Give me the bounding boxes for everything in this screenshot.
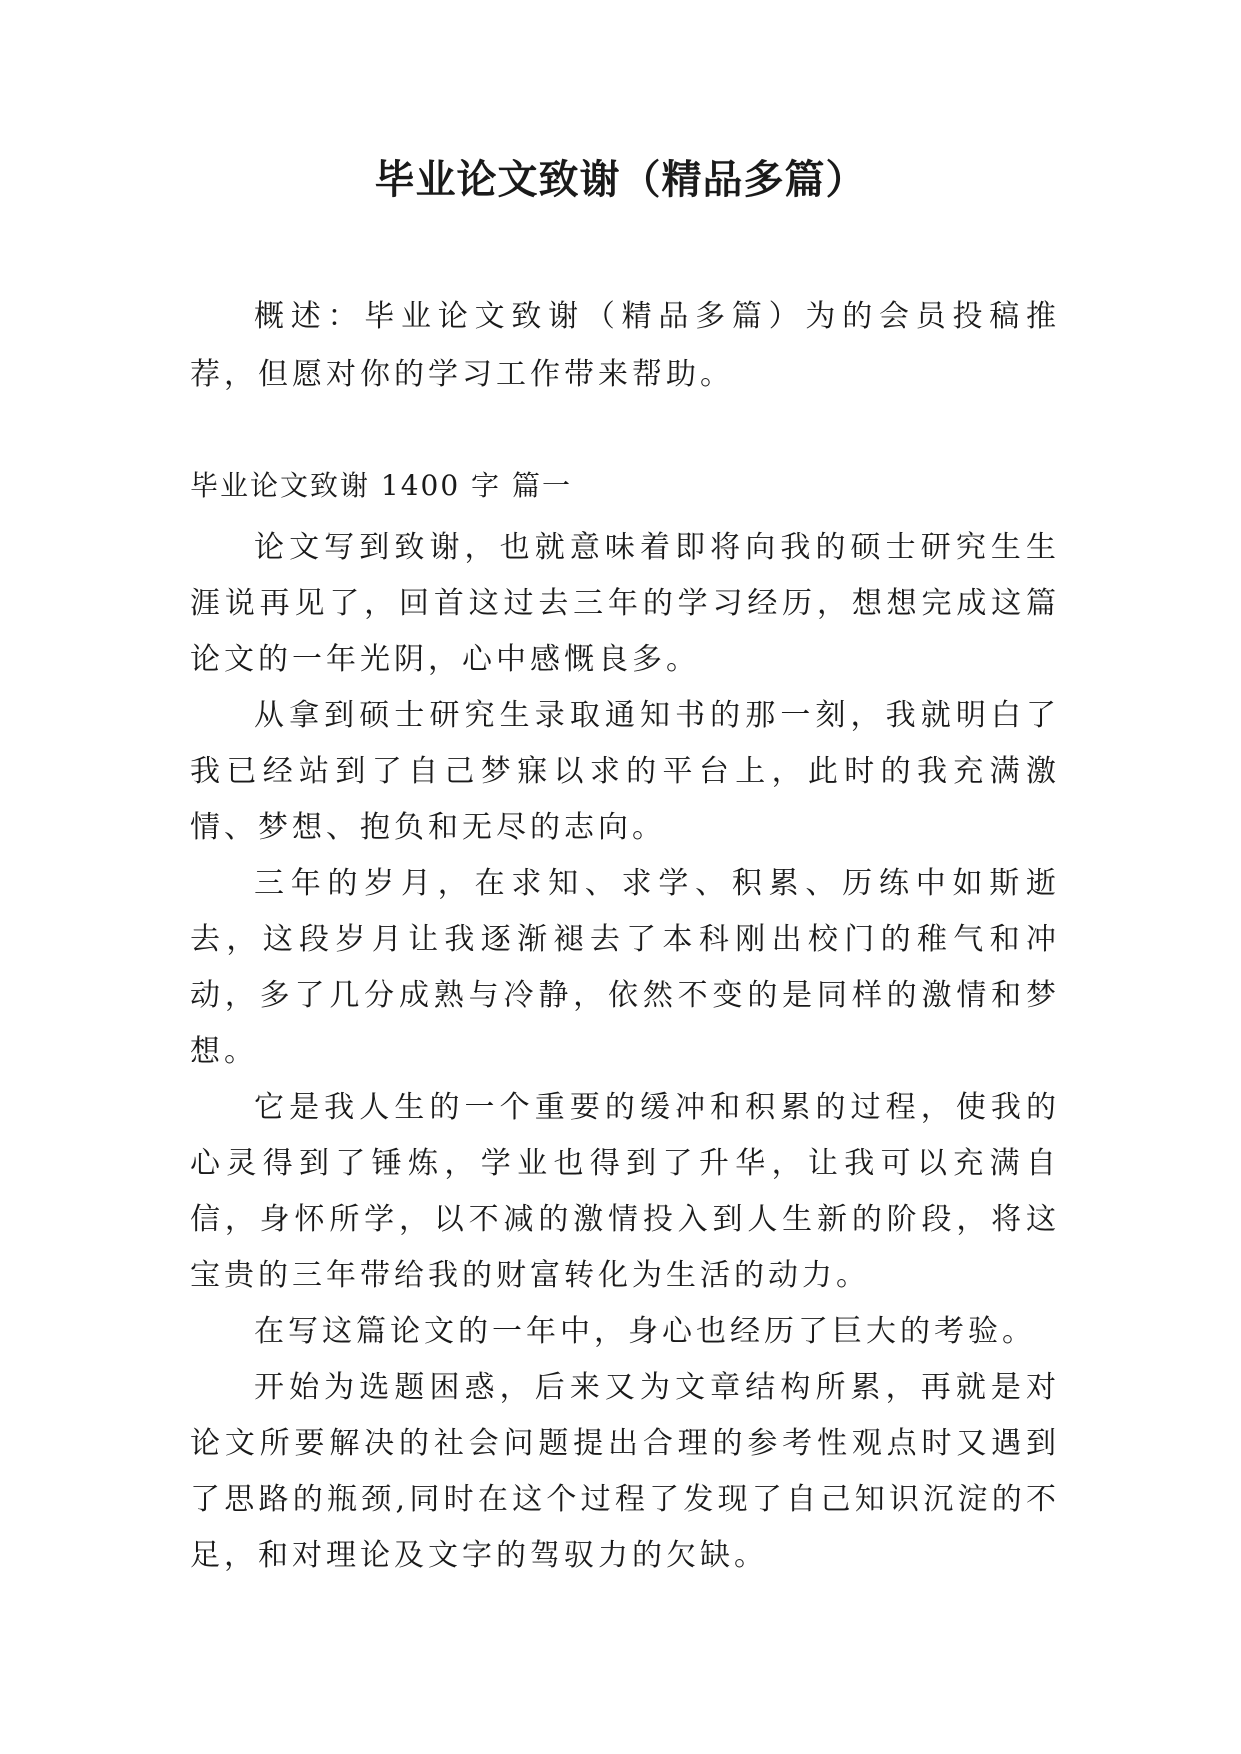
section-heading: 毕业论文致谢 1400 字 篇一 bbox=[190, 469, 572, 502]
body-paragraph: 在写这篇论文的一年中，身心也经历了巨大的考验。 bbox=[254, 1314, 1036, 1349]
body-paragraph: 三年的岁月，在求知、求学、积累、历练中如斯逝去，这段岁月让我逐渐褪去了本科刚出校门的稚气和冲动，多了几分成熟与冷静，依然不变的是同样的激情和梦想。 bbox=[190, 866, 1060, 1069]
document-title: 毕业论文致谢（精品多篇） bbox=[374, 157, 867, 203]
body-paragraph: 它是我人生的一个重要的缓冲和积累的过程，使我的心灵得到了锤炼，学业也得到了升华，让我可以充满自信，身怀所学，以不减的激情投入到人生新的阶段，将这宝贵的三年带给我的财富转化为生活的动力。 bbox=[190, 1090, 1060, 1293]
body-paragraph: 论文写到致谢，也就意味着即将向我的硕士研究生生涯说再见了，回首这过去三年的学习经历，想想完成这篇论文的一年光阴，心中感慨良多。 bbox=[190, 530, 1060, 677]
body-paragraph: 开始为选题困惑，后来又为文章结构所累，再就是对论文所要解决的社会问题提出合理的参考性观点时又遇到了思路的瓶颈,同时在这个过程了发现了自己知识沉淀的不足，和对理论及文字的驾驭力的欠缺。 bbox=[190, 1370, 1060, 1573]
section-body bbox=[190, 520, 1060, 1584]
body-paragraph: 从拿到硕士研究生录取通知书的那一刻，我就明白了我已经站到了自己梦寐以求的平台上，此时的我充满激情、梦想、抱负和无尽的志向。 bbox=[190, 698, 1060, 845]
summary-paragraph: 概述：毕业论文致谢（精品多篇）为的会员投稿推荐，但愿对你的学习工作带来帮助。 bbox=[190, 299, 1060, 392]
